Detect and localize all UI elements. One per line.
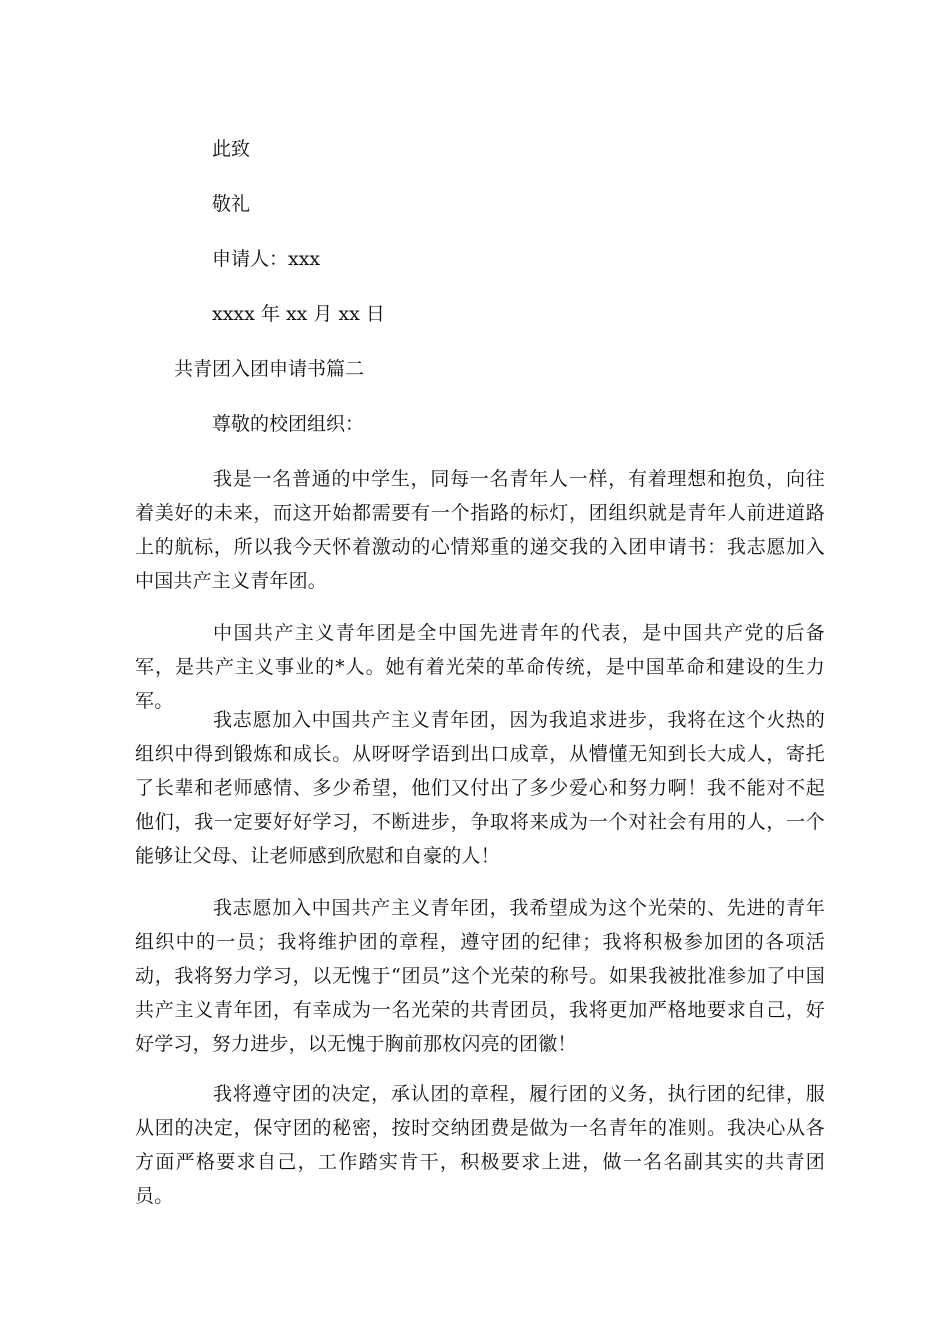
closing-respect: 敬礼	[212, 193, 251, 215]
paragraph-3: 我志愿加入中国共产主义青年团，因为我追求进步，我将在这个火热的组织中得到锻炼和成长。从呀呀学语到出口成章，从懵懂无知到长大成人，寄托了长辈和老师感情、多少希望，他们又付出了多少爱心和努力啊！我不能对不起他们，我一定要好好学习，不断进步，争取将来成为一个对社会有用的人，一个能够让父母、让老师感到欣慰和自豪的人！	[135, 709, 825, 867]
closing-salutation: 此致	[212, 138, 251, 160]
paragraph-4: 我志愿加入中国共产主义青年团，我希望成为这个光荣的、先进的青年组织中的一员；我将维护团的章程，遵守团的纪律；我将积极参加团的各项活动，我将努力学习，以无愧于“团员”这个光荣的称号。如果我被批准参加了中国共产主义青年团，有幸成为一名光荣的共青团员，我将更加严格地要求自己，好好学习，努力进步，以无愧于胸前那枚闪亮的团徽！	[135, 897, 825, 1055]
paragraph-5: 我将遵守团的决定，承认团的章程，履行团的义务，执行团的纪律，服从团的决定，保守团的秘密，按时交纳团费是做为一名青年的准则。我决心从各方面严格要求自己，工作踏实肯干，积极要求上进，做一名名副其实的共青团员。	[135, 1083, 825, 1207]
section-title: 共青团入团申请书篇二	[174, 358, 365, 380]
applicant-line: 申请人：xxx	[212, 248, 321, 270]
paragraph-2: 中国共产主义青年团是全中国先进青年的代表，是中国共产党的后备军，是共产主义事业的*人。她有着光荣的革命传统，是中国革命和建设的生力军。	[135, 622, 825, 712]
paragraph-1: 我是一名普通的中学生，同每一名青年人一样，有着理想和抱负，向往着美好的未来，而这开始都需要有一个指路的标灯，团组织就是青年人前进道路上的航标，所以我今天怀着激动的心情郑重的递交我的入团申请书：我志愿加入中国共产主义青年团。	[135, 468, 825, 592]
greeting: 尊敬的校团组织：	[212, 413, 365, 435]
date-line: xxxx 年 xx 月 xx 日	[212, 303, 385, 325]
